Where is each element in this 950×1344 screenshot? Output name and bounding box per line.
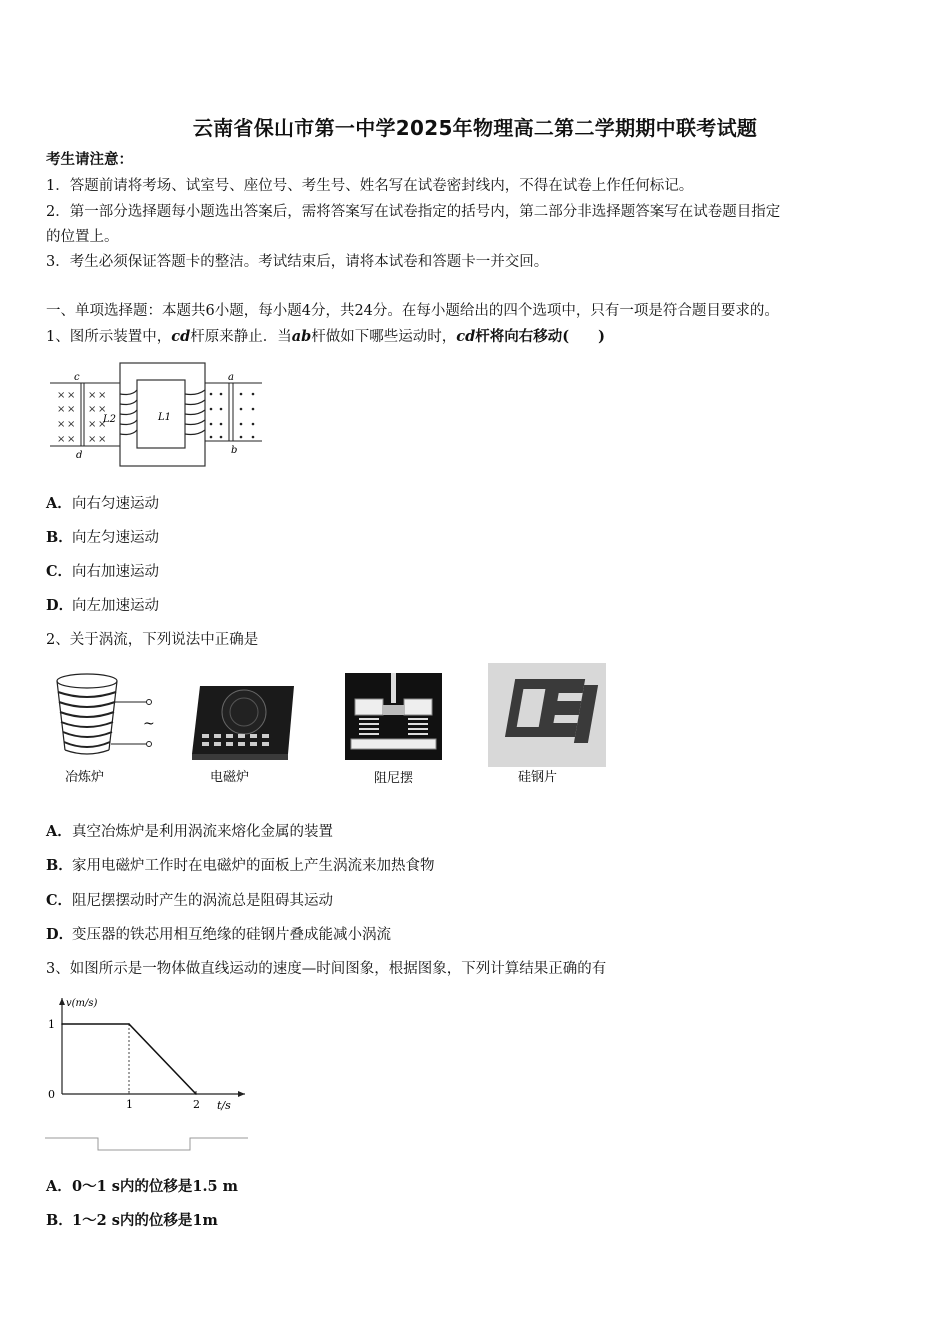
- q1-transformer-figure: [50, 370, 270, 470]
- q2-damping-pendulum-figure: [345, 673, 445, 788]
- q2-option-c: C．阻尼摆摆动时产生的涡流总是阻碍其运动: [46, 892, 333, 909]
- svg-text:×: ×: [57, 390, 66, 401]
- svg-text:×: ×: [67, 419, 76, 430]
- x-axis-label: t/s: [217, 1099, 231, 1112]
- question-2-stem: 2、关于涡流，下列说法中正确是: [46, 632, 259, 648]
- svg-text:×: ×: [57, 404, 66, 415]
- question-1-stem: 1、图所示装置中，cd杆原来静止．当ab杆做如下哪些运动时，cd杆将向右移动( ): [46, 328, 605, 345]
- q2-silicon-steel-figure: [488, 663, 608, 787]
- y-axis-label: v(m/s): [66, 998, 98, 1009]
- data-point: [128, 1023, 130, 1025]
- label-L1: L1: [158, 412, 172, 423]
- label-a: a: [228, 372, 234, 383]
- q2-option-d: D．变压器的铁芯用相互绝缘的硅钢片叠成能减小涡流: [46, 926, 391, 943]
- svg-text:×: ×: [57, 419, 66, 430]
- svg-text:×: ×: [67, 390, 76, 401]
- caption-silicon-steel: 硅钢片: [518, 770, 558, 785]
- q2-option-b: B．家用电磁炉工作时在电磁炉的面板上产生涡流来加热食物: [46, 857, 435, 874]
- q3-velocity-time-chart: [40, 990, 255, 1155]
- svg-text:×: ×: [98, 419, 107, 430]
- q2-furnace-figure: [55, 672, 165, 787]
- caption-pendulum: 阻尼摆: [374, 771, 414, 786]
- svg-text:×: ×: [98, 434, 107, 445]
- notice-item-1: 1．答题前请将考场、试室号、座位号、考生号、姓名写在试卷密封线内，不得在试卷上作任何标记。: [46, 178, 694, 194]
- label-d: d: [76, 450, 83, 461]
- label-b: b: [231, 445, 238, 456]
- q2-option-a: A．真空冶炼炉是利用涡流来熔化金属的装置: [46, 823, 333, 840]
- x-axis-arrow: [238, 1091, 245, 1097]
- data-point: [195, 1093, 197, 1095]
- x-tick-label: 1: [126, 1098, 133, 1111]
- q1-option-c: C．向右加速运动: [46, 563, 159, 580]
- velocity-series-line: [62, 1024, 196, 1094]
- svg-text:×: ×: [98, 390, 107, 401]
- data-point: [61, 1023, 63, 1025]
- q1-option-a: A．向右匀速运动: [46, 495, 159, 512]
- svg-text:×: ×: [67, 434, 76, 445]
- svg-text:×: ×: [88, 404, 97, 415]
- svg-text:×: ×: [88, 434, 97, 445]
- chart-bottom-bracket: [45, 1138, 248, 1150]
- y-tick-label: 1: [48, 1018, 55, 1031]
- q1-option-d: D．向左加速运动: [46, 597, 159, 614]
- label-c: c: [74, 372, 80, 383]
- svg-text:×: ×: [88, 390, 97, 401]
- svg-text:×: ×: [57, 434, 66, 445]
- q3-option-b: B．1～2 s内的位移是1m: [46, 1212, 218, 1229]
- q2-induction-cooker-figure: [188, 682, 303, 787]
- svg-text:×: ×: [67, 404, 76, 415]
- y-tick-label: 0: [48, 1088, 55, 1101]
- x-tick-label: 2: [193, 1098, 200, 1111]
- notice-item-3: 3．考生必须保证答题卡的整洁。考试结束后，请将本试卷和答题卡一并交回。: [46, 254, 549, 270]
- section-heading: 一、单项选择题：本题共6小题，每小题4分，共24分。在每小题给出的四个选项中，只有一项是符合题目要求的。: [46, 303, 779, 319]
- caption-furnace: 冶炼炉: [65, 770, 105, 785]
- svg-text:×: ×: [88, 419, 97, 430]
- svg-text:×: ×: [98, 404, 107, 415]
- page-title: 云南省保山市第一中学2025年物理高二第二学期期中联考试题: [192, 116, 758, 140]
- question-3-stem: 3、如图所示是一物体做直线运动的速度—时间图象，根据图象，下列计算结果正确的有: [46, 961, 607, 977]
- notice-item-2b: 的位置上。: [46, 229, 119, 245]
- notice-heading: 考生请注意：: [46, 151, 133, 168]
- q3-option-a: A．0～1 s内的位移是1.5 m: [46, 1178, 239, 1195]
- ac-symbol: ~: [143, 716, 155, 732]
- notice-item-2a: 2．第一部分选择题每小题选出答案后，需将答案写在试卷指定的括号内，第二部分非选择题答案写在试卷题目指定: [46, 204, 781, 220]
- y-axis-arrow: [59, 998, 65, 1005]
- q1-option-b: B．向左匀速运动: [46, 529, 159, 546]
- caption-cooker: 电磁炉: [210, 770, 250, 785]
- label-L2: L2: [103, 414, 117, 425]
